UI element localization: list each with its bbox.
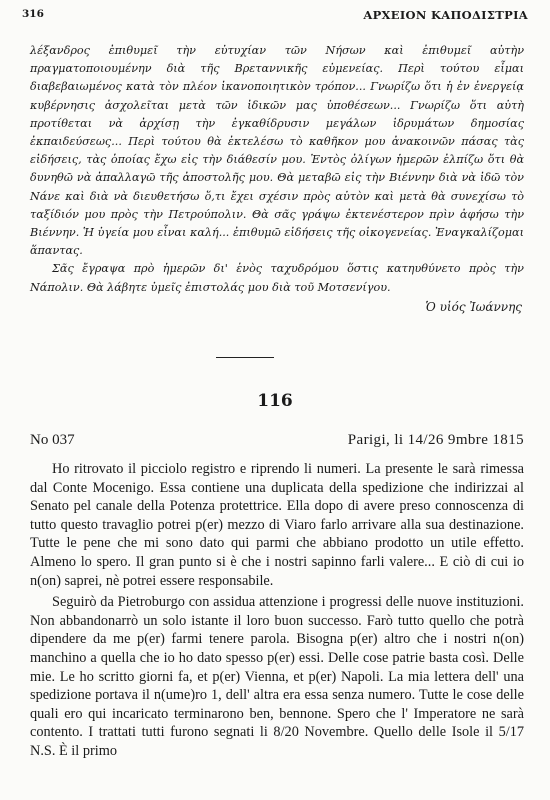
section-divider — [216, 357, 274, 358]
letter-reference-number: No 037 — [30, 432, 75, 448]
greek-letter-text — [30, 42, 524, 297]
italian-paragraph: Seguirò da Pietroburgo con assidua attenzione i progressi delle nuove instituzioni. Non abbandonarrò un solo istante il loro buon successo. Farò tutto quello che potrà dipendere da me p(er) farmi tenere parola. Bisogna p(er) altro che i nostri n(on) manchino a quella che io ho dato spesso p(er) essi. Delle cose patrie basta così. Delle mie. Le ho scritto giorni fa, et p(er) Vienna, et p(er) Napoli. La mia lettera dell' una spedizione portava il n(ume)ro 1, dell' altra era essa senza numero. Tutte le cose delle quali ero qui incaricato terminarono ben, bennone. Spero che l' Imperatore ne sarà contento. I trattati tutti furono segnati li 8/20 Novembre. Quello delle Isole il 5/17 N.S. È il primo — [30, 594, 524, 759]
letter-place-date: Parigi, li 14/26 9mbre 1815 — [347, 432, 524, 448]
document-dateline — [30, 432, 524, 448]
greek-paragraph: Σᾶς ἔγραψα πρὸ ἡμερῶν δι' ἑνὸς ταχυδρόμου ὅστις κατηυθύνετο πρὸς τὴν Νάπολιν. Θὰ λάβητε ὑμεῖς ἐπιστολάς μου διὰ τοῦ Μοτσενίγου. — [30, 262, 524, 294]
italian-letter-text — [30, 460, 524, 761]
page-number: 316 — [22, 8, 44, 20]
italian-paragraph: Ho ritrovato il picciolo registro e riprendo li numeri. La presente le sarà rimessa dal Conte Mocenigo. Essa contiene una duplicata della spedizione che indirizzai al Senato pel canale della Potenza protettrice. Ella dopo di avere preso connoscenza di tutto questo travaglio potrei p(er) mezzo di Viaro farlo arrivare alla sua destinazione. Tutte le pene che mi sono dato qui parmi che abbiano prodotto un utile effetto. Almeno lo spero. Il gran punto si è che i nostri sapinno farli valere... E ciò di cui io n(on) saprei, nè potrei essere responsabile. — [30, 461, 524, 589]
running-header — [22, 8, 528, 24]
letter-signature: Ὁ υἱός Ἰωάννης — [425, 300, 522, 314]
document-number: 116 — [257, 391, 293, 411]
greek-paragraph: λέξανδρος ἐπιθυμεῖ τὴν εὐτυχίαν τῶν Νήσων καὶ ἐπιθυμεῖ αὐτὴν πραγματοποιουμένην διὰ τῆς Βρεταννικῆς εὐμενείας. Περὶ τούτου εἶμαι διαβεβαιωμένος κατὰ τὸν πλέον ἱκανοποιητικὸν τρόπον... Γνωρίζω ὅτι ἡ ἐν ἐνεργείᾳ κυβέρνησις ἀσχολεῖται μετὰ τῶν ἰδικῶν μας ὑποθέσεων... Γνωρίζω ὅτι αὐτὴ προτίθεται νὰ ἀρχίσῃ τὴν ἐγκαθίδρυσιν μεγάλων ἱδρυμάτων δημοσίας ἐκπαιδεύσεως... Περὶ τούτου θὰ ἐκτελέσω τὸ καθῆκον μου ἀνακοινῶν πάσας τὰς εἰδήσεις, τὰς ὁποίας ἔχω εἰς τὴν διάθεσίν μου. Ἐντὸς ὀλίγων ἡμερῶν ἐλπίζω ὅτι θὰ δυνηθῶ νὰ ἀπαλλαγῶ τῆς ἀποστολῆς μου. Θὰ μεταβῶ εἰς τὴν Βιέννην διὰ νὰ ἰδῶ τὸν Νάνε καὶ διὰ νὰ διευθετήσω ὅ,τι ἔχει σχέσιν πρὸς αὐτὸν καὶ μετὰ θὰ συνεχίσω τὸ ταξίδιόν μου πρὸς τὴν Πετρούπολιν. Θὰ σᾶς γράψω ἐκτενέστερον πρὶν ἀφήσω τὴν Βιέννην. Ἡ ὑγεία μου εἶναι καλή... ἐπιθυμῶ εἰδήσεις τῆς οἰκογενείας. Ἐναγκαλίζομαι ἅπαντας. — [30, 44, 524, 258]
running-title: ΑΡΧΕΙΟΝ ΚΑΠΟΔΙΣΤΡΙΑ — [363, 8, 528, 22]
